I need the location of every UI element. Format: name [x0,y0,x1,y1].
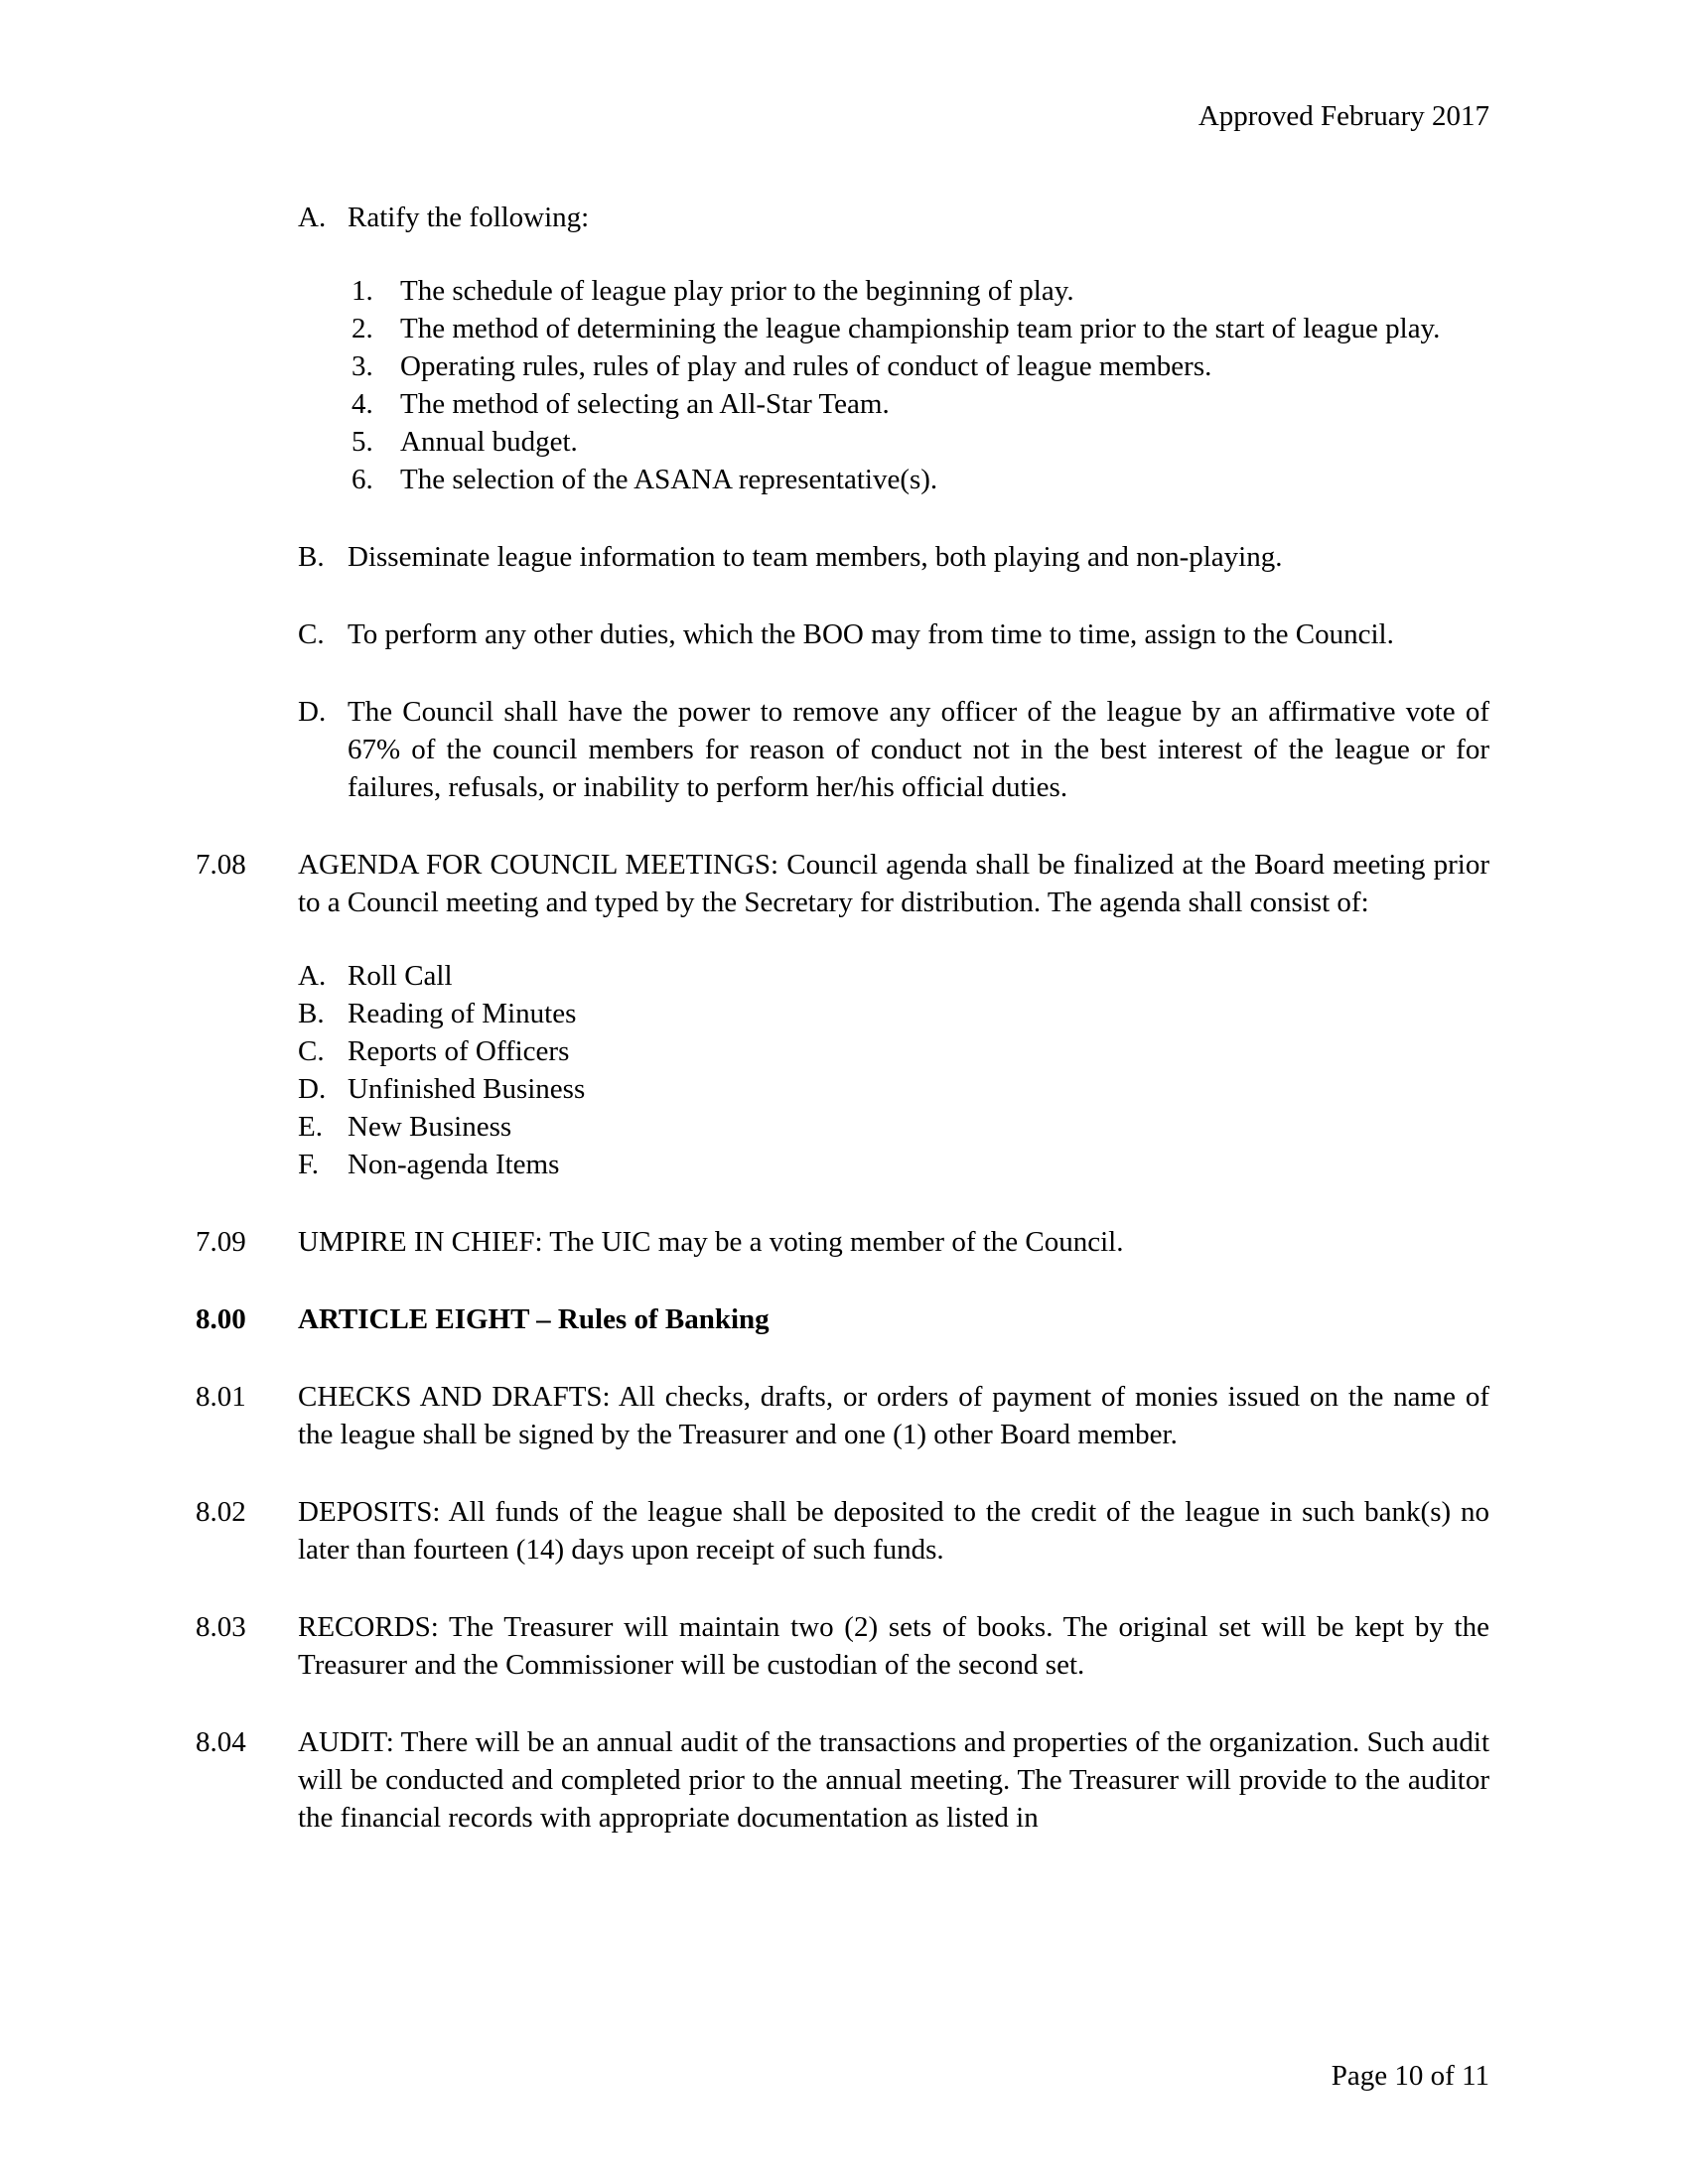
numbered-item [352,347,1489,385]
agenda-list [196,957,1489,1183]
section-text: ARTICLE EIGHT – Rules of Banking [298,1303,770,1335]
agenda-item [298,957,1489,995]
item-text: Reading of Minutes [348,998,577,1029]
item-text: Non-agenda Items [348,1149,560,1180]
item-text: The selection of the ASANA representative(s). [400,464,938,495]
item-number: 1. [352,275,373,307]
numbered-item [352,461,1489,498]
item-text: Annual budget. [400,426,578,458]
section-text: CHECKS AND DRAFTS: All checks, drafts, or orders of payment of monies issued on the name of the league shall be signed by the Treasurer and one (1) other Board member. [298,1381,1489,1450]
item-text: New Business [348,1111,512,1143]
section-number: 7.08 [196,849,246,881]
agenda-item [298,1070,1489,1108]
item-letter: D. [298,696,327,728]
item-text: To perform any other duties, which the BOO may from time to time, assign to the Council. [348,618,1394,650]
item-text: The schedule of league play prior to the beginning of play. [400,275,1074,307]
approval-note: Approved February 2017 [1197,100,1489,132]
section-number: 8.02 [196,1496,246,1528]
section-7-08 [196,846,1489,921]
section-text: AUDIT: There will be an annual audit of the transactions and properties of the organization. Such audit will be conducted and completed prior to the annual meeting. The Treasurer will provide to the auditor the financial records with appropriate documentation as listed in [298,1726,1489,1834]
item-letter: B. [298,541,325,573]
item-number: 2. [352,313,373,344]
ratify-list [196,272,1489,498]
numbered-item [352,310,1489,347]
lettered-item-duty-b [298,538,1489,576]
section-text: AGENDA FOR COUNCIL MEETINGS: Council agenda shall be finalized at the Board meeting prior to a Council meeting and typed by the Secretary for distribution. The agenda shall consist of: [298,849,1489,918]
item-letter: E. [298,1111,323,1143]
lettered-item-ratify [298,199,1489,236]
item-text: The method of selecting an All-Star Team. [400,388,890,420]
section-number: 7.09 [196,1226,246,1258]
item-text: Ratify the following: [348,202,590,233]
page-number: Page 10 of 11 [1331,2060,1489,2092]
item-letter: C. [298,1035,325,1067]
item-text: Roll Call [348,960,453,992]
section-text: UMPIRE IN CHIEF: The UIC may be a voting member of the Council. [298,1226,1124,1258]
agenda-item [298,1146,1489,1183]
item-text: The Council shall have the power to remove any officer of the league by an affirmative vote of 67% of the council members for reason of conduct not in the best interest of the league or for failures, refusals, or inability to perform her/his official duties. [348,696,1489,803]
section-8-00-article-heading [196,1300,1489,1338]
section-7-09 [196,1223,1489,1261]
agenda-item [298,1032,1489,1070]
item-letter: F. [298,1149,320,1180]
section-number: 8.01 [196,1381,246,1413]
section-text: RECORDS: The Treasurer will maintain two (2) sets of books. The original set will be kept by the Treasurer and the Commissioner will be custodian of the second set. [298,1611,1489,1681]
section-8-01 [196,1378,1489,1453]
section-8-02 [196,1493,1489,1569]
item-text: Unfinished Business [348,1073,586,1105]
item-letter: D. [298,1073,327,1105]
item-number: 4. [352,388,373,420]
item-number: 6. [352,464,373,495]
lettered-item-duty-c [298,615,1489,653]
item-text: Operating rules, rules of play and rules of conduct of league members. [400,350,1212,382]
numbered-item [352,423,1489,461]
item-letter: C. [298,618,325,650]
item-text: The method of determining the league championship team prior to the start of league play. [400,313,1441,344]
item-number: 3. [352,350,373,382]
item-text: Disseminate league information to team members, both playing and non-playing. [348,541,1283,573]
section-8-03 [196,1608,1489,1684]
item-letter: B. [298,998,325,1029]
agenda-item [298,1108,1489,1146]
item-letter: A. [298,202,327,233]
section-number: 8.04 [196,1726,246,1758]
section-number: 8.03 [196,1611,246,1643]
numbered-item [352,272,1489,310]
item-number: 5. [352,426,373,458]
section-text: DEPOSITS: All funds of the league shall be deposited to the credit of the league in such bank(s) no later than fourteen (14) days upon receipt of such funds. [298,1496,1489,1566]
item-text: Reports of Officers [348,1035,570,1067]
numbered-item [352,385,1489,423]
section-8-04 [196,1723,1489,1837]
document-content [196,0,1489,1837]
agenda-item [298,995,1489,1032]
item-letter: A. [298,960,327,992]
lettered-item-duty-d [298,693,1489,806]
section-number: 8.00 [196,1303,246,1335]
